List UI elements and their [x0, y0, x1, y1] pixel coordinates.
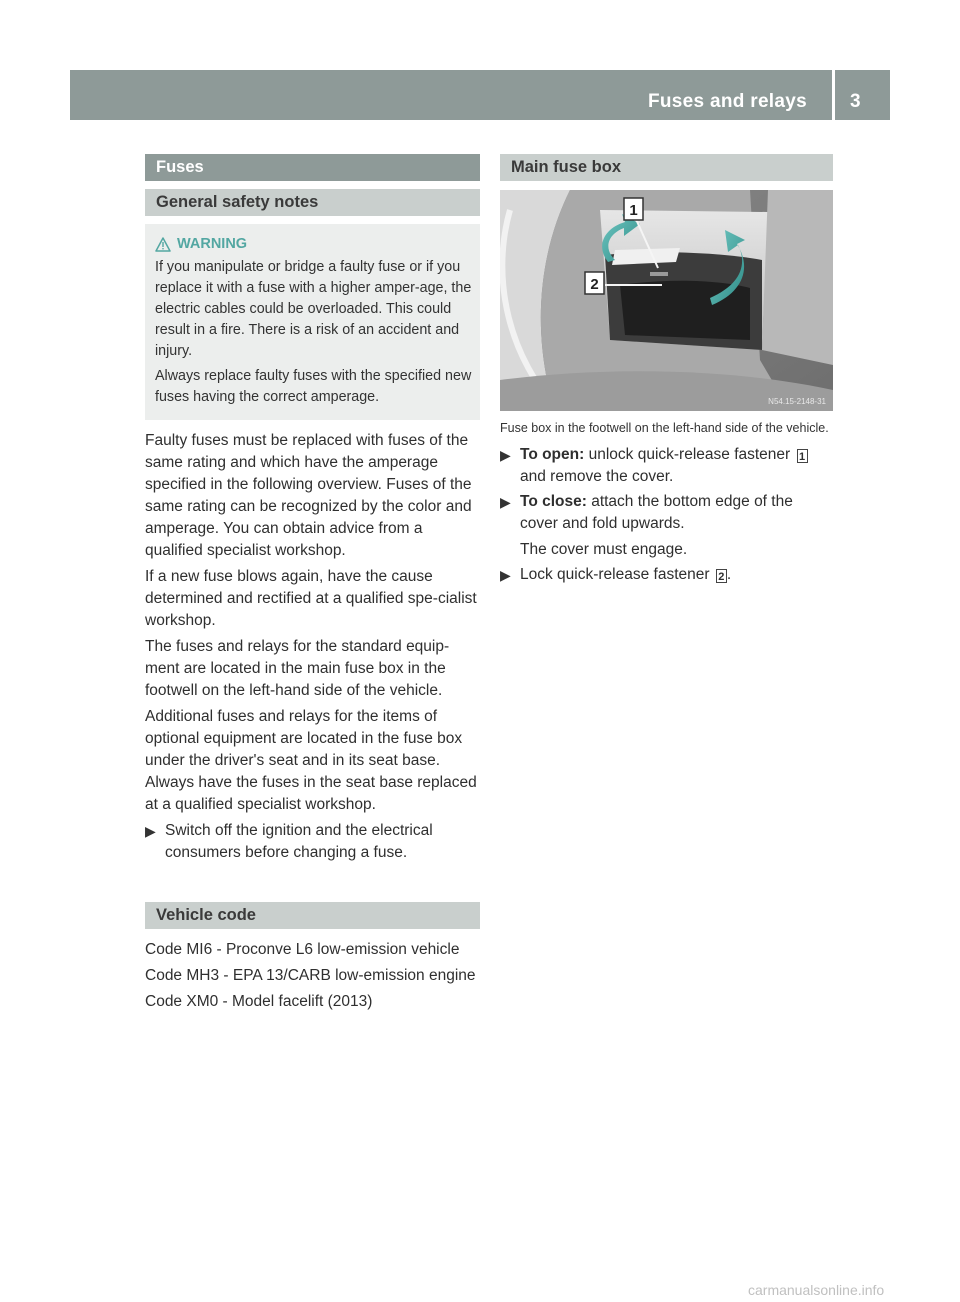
- right-column: [500, 154, 833, 589]
- fastener-key-2: 2: [716, 569, 727, 583]
- header-divider: [832, 70, 835, 120]
- figure-reference: N54.15-2148-31: [768, 397, 826, 406]
- step-open: [500, 444, 833, 488]
- step-close-text: attach the bottom edge of the cover and fold upwards.: [520, 493, 793, 532]
- figure-callout-1: 1: [629, 202, 638, 219]
- step-arrow-icon: ▶: [145, 823, 156, 839]
- paragraph: Faulty fuses must be replaced with fuses of the same rating and which have the amperage specified in the following overview. Fuses of the same rating can be recognized by the color and amperage. You can obtain advice from a qualified specialist workshop.: [145, 432, 472, 559]
- step-arrow-icon: ▶: [500, 567, 511, 583]
- fuse-box-figure: [500, 190, 833, 411]
- fuses-body: [145, 430, 480, 864]
- running-header-title: Fuses and relays: [648, 91, 807, 112]
- subsection-title-safety: General safety notes: [145, 189, 480, 216]
- step-open-label: To open:: [520, 446, 585, 463]
- warning-triangle-icon: [155, 237, 171, 252]
- warning-heading: [155, 234, 472, 255]
- step-close-label: To close:: [520, 493, 587, 510]
- step-arrow-icon: ▶: [500, 447, 511, 463]
- left-column: [145, 154, 480, 1017]
- paragraph: If a new fuse blows again, have the cause determined and rectified at a qualified spe-cialist workshop.: [145, 568, 477, 629]
- step-open-text: unlock quick-release fastener: [588, 446, 791, 463]
- paragraph: The fuses and relays for the standard equip-ment are located in the main fuse box in the footwell on the left-hand side of the vehicle.: [145, 638, 450, 699]
- main-fuse-box-steps: [500, 444, 833, 586]
- watermark: carmanualsonline.info: [748, 1282, 885, 1298]
- vehicle-code-body: [145, 939, 480, 1013]
- step-switch-off: [145, 820, 480, 864]
- step-lock-text: Lock quick-release fastener: [520, 566, 710, 583]
- vehicle-code-line: Code MI6 - Proconve L6 low-emission vehicle: [145, 941, 460, 958]
- step-lock-end: .: [726, 566, 732, 583]
- figure-callout-2: 2: [590, 276, 599, 293]
- step-close: [500, 491, 833, 561]
- section-title-vehicle-code: Vehicle code: [145, 902, 480, 929]
- fastener-key-1: 1: [797, 449, 808, 463]
- warning-box: [145, 224, 480, 420]
- vehicle-code-line: Code XM0 - Model facelift (2013): [145, 993, 373, 1010]
- step-lock: [500, 564, 833, 586]
- warning-text-1: If you manipulate or bridge a faulty fuse or if you replace it with a fuse with a higher amper-age, the electric cables could be overloaded. This could result in a fire. There is a risk of an accident and injury.: [155, 259, 472, 359]
- step-close-note: The cover must engage.: [520, 541, 688, 558]
- warning-label: WARNING: [177, 236, 248, 252]
- page-number: 3: [850, 91, 861, 112]
- step-arrow-icon: ▶: [500, 494, 511, 510]
- warning-text-2: Always replace faulty fuses with the specified new fuses having the correct amperage.: [155, 368, 472, 405]
- section-title-main-fuse-box: Main fuse box: [500, 154, 833, 181]
- step-text: Switch off the ignition and the electrical consumers before changing a fuse.: [165, 822, 433, 861]
- figure-caption: Fuse box in the footwell on the left-hand side of the vehicle.: [500, 421, 829, 435]
- paragraph: Additional fuses and relays for the items of optional equipment are located in the fuse box under the driver's seat and in its seat base. Always have the fuses in the seat base replaced at a qualified specialist workshop.: [145, 708, 477, 813]
- step-open-text-2: and remove the cover.: [520, 468, 674, 485]
- vehicle-code-line: Code MH3 - EPA 13/CARB low-emission engine: [145, 967, 476, 984]
- section-title-fuses: Fuses: [145, 154, 480, 181]
